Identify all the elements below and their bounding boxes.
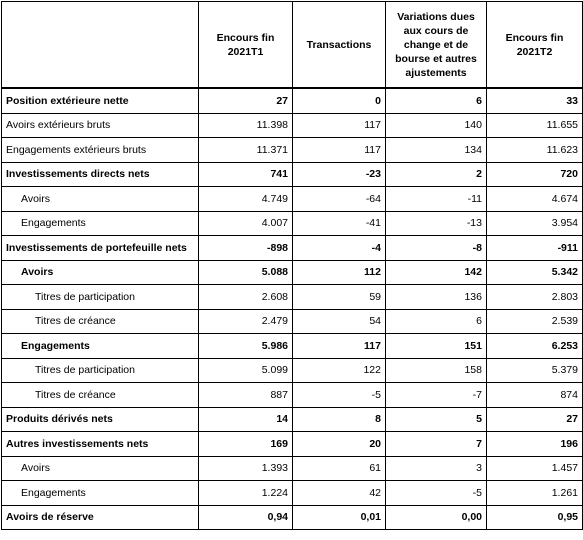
row-value-col-2: 20 (293, 432, 386, 457)
row-value-col-4: 874 (487, 383, 583, 408)
row-value-col-4: 3.954 (487, 211, 583, 236)
table-row (2, 260, 583, 285)
international-investment-position-table (1, 1, 583, 530)
table-row (2, 481, 583, 506)
table-row (2, 236, 583, 261)
table-row (2, 456, 583, 481)
row-value-col-2: -5 (293, 383, 386, 408)
row-value-col-4: 33 (487, 88, 583, 113)
row-value-col-1: 0,94 (199, 505, 293, 530)
row-label: Avoirs (2, 187, 199, 212)
row-label: Engagements (2, 334, 199, 359)
row-value-col-3: 151 (386, 334, 487, 359)
row-label: Avoirs (2, 260, 199, 285)
header-cell-encours-2021t1: Encours fin 2021T1 (199, 2, 293, 89)
row-value-col-1: 2.479 (199, 309, 293, 334)
table-row (2, 309, 583, 334)
table-row (2, 187, 583, 212)
row-value-col-3: -5 (386, 481, 487, 506)
row-value-col-1: 1.224 (199, 481, 293, 506)
row-value-col-2: 8 (293, 407, 386, 432)
row-value-col-3: 2 (386, 162, 487, 187)
row-value-col-2: 0,01 (293, 505, 386, 530)
row-value-col-2: 59 (293, 285, 386, 310)
row-label: Engagements extérieurs bruts (2, 138, 199, 163)
row-value-col-1: 11.398 (199, 113, 293, 138)
header-cell-variations: Variations dues aux cours de change et de bourse et autres ajustements (386, 2, 487, 89)
table-row (2, 113, 583, 138)
row-label: Autres investissements nets (2, 432, 199, 457)
table-row (2, 334, 583, 359)
row-value-col-4: 27 (487, 407, 583, 432)
row-value-col-2: 112 (293, 260, 386, 285)
row-value-col-3: 136 (386, 285, 487, 310)
row-value-col-4: 1.261 (487, 481, 583, 506)
row-label: Produits dérivés nets (2, 407, 199, 432)
row-value-col-4: 5.379 (487, 358, 583, 383)
row-value-col-1: 5.088 (199, 260, 293, 285)
row-value-col-1: 4.749 (199, 187, 293, 212)
row-label: Titres de créance (2, 309, 199, 334)
row-label: Avoirs extérieurs bruts (2, 113, 199, 138)
row-value-col-4: 2.803 (487, 285, 583, 310)
row-value-col-4: -911 (487, 236, 583, 261)
row-value-col-3: -13 (386, 211, 487, 236)
table-row (2, 285, 583, 310)
table-row (2, 162, 583, 187)
table-row (2, 432, 583, 457)
row-label: Engagements (2, 211, 199, 236)
row-value-col-1: 2.608 (199, 285, 293, 310)
row-value-col-1: 887 (199, 383, 293, 408)
row-value-col-4: 0,95 (487, 505, 583, 530)
table-row (2, 407, 583, 432)
row-value-col-4: 196 (487, 432, 583, 457)
table-row (2, 211, 583, 236)
row-label: Engagements (2, 481, 199, 506)
row-value-col-2: -41 (293, 211, 386, 236)
row-value-col-3: -11 (386, 187, 487, 212)
row-value-col-3: -7 (386, 383, 487, 408)
row-value-col-3: -8 (386, 236, 487, 261)
header-row (2, 2, 583, 89)
header-cell-transactions: Transactions (293, 2, 386, 89)
row-value-col-2: 42 (293, 481, 386, 506)
row-label: Avoirs (2, 456, 199, 481)
table-row (2, 358, 583, 383)
row-label: Titres de créance (2, 383, 199, 408)
table-row (2, 138, 583, 163)
row-value-col-2: 0 (293, 88, 386, 113)
row-label: Titres de participation (2, 358, 199, 383)
row-value-col-4: 11.623 (487, 138, 583, 163)
row-value-col-2: 117 (293, 113, 386, 138)
row-value-col-4: 6.253 (487, 334, 583, 359)
header-cell-empty (2, 2, 199, 89)
row-value-col-2: 54 (293, 309, 386, 334)
row-label: Investissements de portefeuille nets (2, 236, 199, 261)
row-value-col-1: 27 (199, 88, 293, 113)
row-value-col-2: -64 (293, 187, 386, 212)
header-cell-encours-2021t2: Encours fin 2021T2 (487, 2, 583, 89)
row-value-col-3: 3 (386, 456, 487, 481)
row-value-col-2: -23 (293, 162, 386, 187)
row-value-col-1: 14 (199, 407, 293, 432)
table-row (2, 505, 583, 530)
row-value-col-4: 11.655 (487, 113, 583, 138)
row-value-col-3: 7 (386, 432, 487, 457)
row-value-col-3: 0,00 (386, 505, 487, 530)
row-value-col-4: 1.457 (487, 456, 583, 481)
row-value-col-3: 5 (386, 407, 487, 432)
row-value-col-1: 5.099 (199, 358, 293, 383)
row-value-col-1: 1.393 (199, 456, 293, 481)
row-value-col-4: 4.674 (487, 187, 583, 212)
row-value-col-4: 5.342 (487, 260, 583, 285)
table-row (2, 88, 583, 113)
table-row (2, 383, 583, 408)
row-label: Position extérieure nette (2, 88, 199, 113)
row-value-col-4: 720 (487, 162, 583, 187)
row-value-col-1: 741 (199, 162, 293, 187)
row-value-col-3: 6 (386, 88, 487, 113)
row-value-col-1: 5.986 (199, 334, 293, 359)
table-body (2, 88, 583, 530)
row-value-col-1: -898 (199, 236, 293, 261)
row-value-col-3: 6 (386, 309, 487, 334)
row-value-col-2: 117 (293, 334, 386, 359)
row-value-col-3: 140 (386, 113, 487, 138)
row-value-col-3: 158 (386, 358, 487, 383)
row-value-col-2: 122 (293, 358, 386, 383)
row-value-col-1: 169 (199, 432, 293, 457)
row-label: Avoirs de réserve (2, 505, 199, 530)
row-value-col-3: 142 (386, 260, 487, 285)
row-value-col-4: 2.539 (487, 309, 583, 334)
row-value-col-2: -4 (293, 236, 386, 261)
row-value-col-3: 134 (386, 138, 487, 163)
row-value-col-1: 11.371 (199, 138, 293, 163)
row-label: Investissements directs nets (2, 162, 199, 187)
row-value-col-1: 4.007 (199, 211, 293, 236)
row-label: Titres de participation (2, 285, 199, 310)
row-value-col-2: 61 (293, 456, 386, 481)
row-value-col-2: 117 (293, 138, 386, 163)
